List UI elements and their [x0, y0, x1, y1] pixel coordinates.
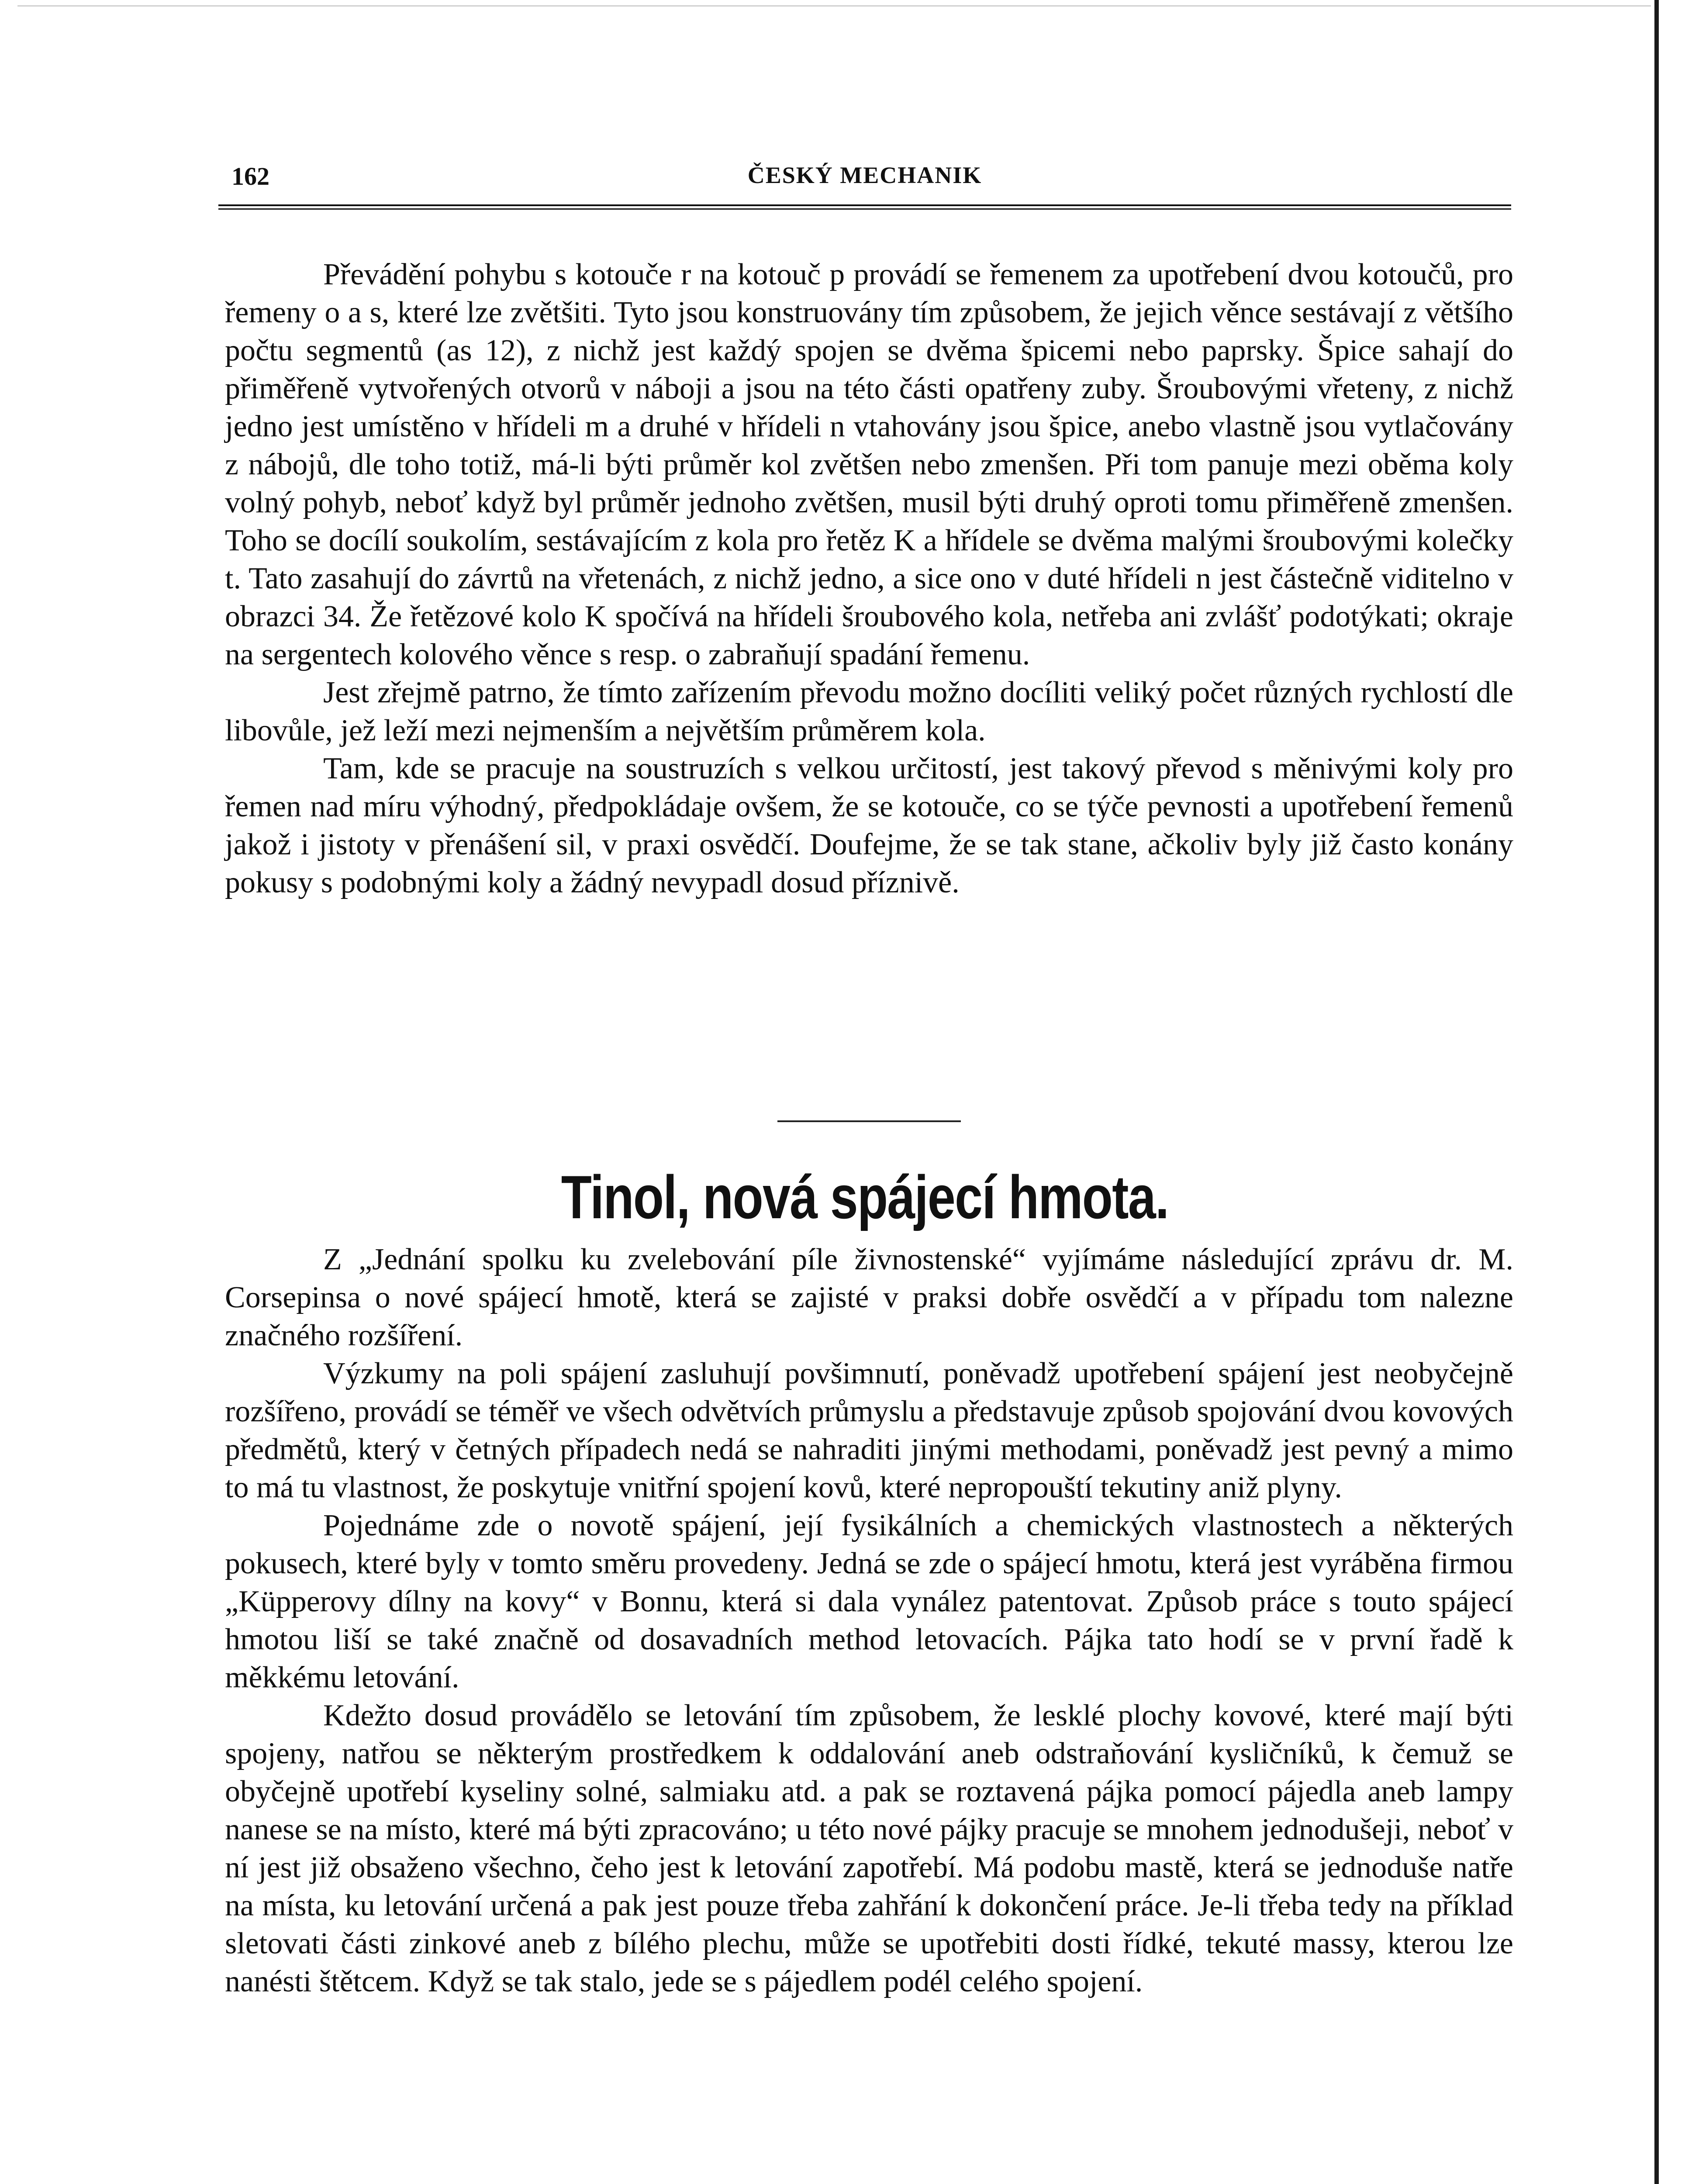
scan-edge-right — [1654, 0, 1659, 2184]
paragraph: Jest zřejmě patrno, že tímto zařízením převodu možno docíliti veliký počet různých rychlostí dle libovůle, jež leží mezi nejmenším a největším průměrem kola. — [225, 676, 1513, 747]
page-number: 162 — [231, 162, 269, 190]
section-gear-transmission — [225, 256, 1513, 902]
paragraph: Výzkumy na poli spájení zasluhují povšimnutí, poněvadž upotřebení spájení jest neobyčejně rozšířeno, provádí se téměř ve všech odvětvích průmyslu a představuje způsob spojování dvou kovových předmětů, který v četných případech nedá se nahraditi jinými methodami, poněvadž jest pevný a mimo to má tu vlastnost, že poskytuje vnitřní spojení kovů, které nepropouští tekutiny aniž plyny. — [225, 1357, 1513, 1504]
running-title: ČESKÝ MECHANIK — [747, 162, 982, 188]
paragraph: Pojednáme zde o novotě spájení, její fysikálních a chemických vlastnostech a některých pokusech, které byly v tomto směru provedeny. Jedná se zde o spájecí hmotu, která jest vyráběna firmou „Küpperovy dílny na kovy“ v Bonnu, která si dala vynález patentovat. Způsob práce s touto spájecí hmotou liší se také značně od dosavadních method letovacích. Pájka tato hodí se v první řadě k měkkému letování. — [225, 1509, 1513, 1694]
article-body — [225, 1241, 1513, 2001]
paragraph: Převádění pohybu s kotouče r na kotouč p provádí se řemenem za upotřebení dvou kotoučů, pro řemeny o a s, které lze zvětšiti. Tyto jsou konstruovány tím způsobem, že jejich věnce sestávají z většího počtu segmentů (as 12), z nichž jest každý spojen se dvěma špicemi nebo paprsky. Špice sahají do přiměřeně vytvořených otvorů v náboji a jsou na této části opatřeny zuby. Šroubovými vřeteny, z nichž jedno jest umístěno v hřídeli m a druhé v hřídeli n vtahovány jsou špice, anebo vlastně jsou vytlačovány z nábojů, dle toho totiž, má-li býti průměr kol zvětšen nebo zmenšen. Při tom panuje mezi oběma koly volný pohyb, neboť když byl průměr jednoho zvětšen, musil býti druhý oproti tomu přiměřeně zmenšen. Toho se docílí soukolím, sestávajícím z kola pro řetěz K a hřídele se dvěma malými šroubovými kolečky t. Tato zasahují do závrtů na vřetenách, z nichž jedno, a sice ono v duté hřídeli n jest částečně viditelno v obrazci 34. Že řetězové kolo K spočívá na hřídeli šroubového kola, netřeba ani zvlášť podotýkati; okraje na sergentech kolového věnce s resp. o zabraňují spadání řemenu. — [225, 258, 1513, 671]
scan-edge-top — [17, 5, 1651, 7]
page-header — [218, 162, 1511, 197]
paragraph: Kdežto dosud provádělo se letování tím způsobem, že lesklé plochy kovové, které mají býti spojeny, natřou se některým prostředkem k oddalování aneb odstraňování kysličníků, k čemuž se obyčejně upotřebí kyseliny solné, salmiaku atd. a pak se roztavená pájka pomocí pájedla aneb lampy nanese se na místo, které má býti zpracováno; u této nové pájky pracuje se mnohem jednodušeji, neboť v ní jest již obsaženo všechno, čeho jest k letování zapotřebí. Má podobu mastě, která se jednoduše natře na místa, ku letování určená a pak jest pouze třeba zahřání k dokončení práce. Je-li třeba tedy na příklad sletovati části zinkové aneb z bílého plechu, může se upotřebiti dosti řídké, tekuté massy, kterou lze nanésti štětcem. Když se tak stalo, jede se s pájedlem podél celého spojení. — [225, 1699, 1513, 1998]
paragraph: Tam, kde se pracuje na soustruzích s velkou určitostí, jest takový převod s měnivými koly pro řemen nad míru výhodný, předpokládaje ovšem, že se kotouče, co se týče pevnosti a upotřebení řemenů jakož i jistoty v přenášení sil, v praxi osvědčí. Doufejme, že se tak stane, ačkoliv byly již často konány pokusy s podobnými koly a žádný nevypadl dosud příznivě. — [225, 752, 1513, 899]
paragraph: Z „Jednání spolku ku zvelebování píle živnostenské“ vyjímáme následující zprávu dr. M. Corsepinsa o nové spájecí hmotě, která se zajisté v praksi dobře osvědčí a v případu tom nalezne značného rozšíření. — [225, 1243, 1513, 1352]
header-double-rule — [218, 204, 1511, 210]
article-title: Tinol, nová spájecí hmota. — [561, 1163, 1169, 1231]
section-divider — [777, 1120, 961, 1122]
